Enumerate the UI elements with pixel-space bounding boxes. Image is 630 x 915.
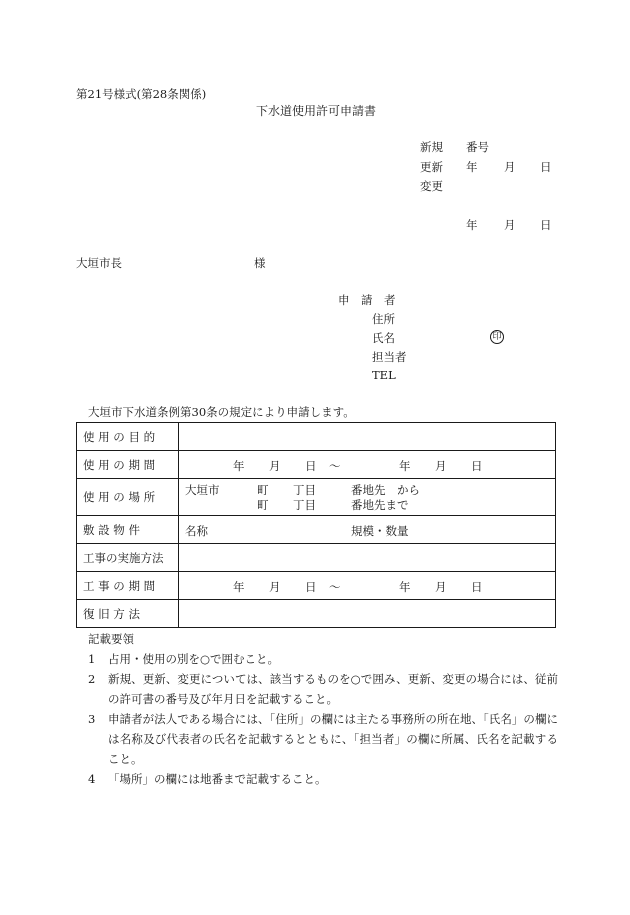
facility-scale-label: 規模・数量: [351, 524, 409, 538]
facility-row: [77, 516, 556, 544]
usage-period-row: [77, 451, 556, 479]
renew-label: 更新: [420, 160, 443, 174]
place-town-1: 町: [257, 483, 269, 497]
construction-method-label: 工事の実施方法: [77, 544, 179, 572]
note-text: 新規、更新、変更については、該当するものを○で囲み、更新、変更の場合には、従前の許可書の番号及び年月日を記載すること。: [108, 672, 558, 706]
usage-period-tilde: 〜: [329, 459, 341, 473]
usage-end-month: 月: [435, 459, 447, 473]
construction-method-row: [77, 544, 556, 572]
restoration-label: 復 旧 方 法: [77, 600, 179, 628]
addressee-honorific: 様: [254, 256, 266, 270]
note-item: [88, 709, 558, 769]
new-label: 新規: [420, 140, 443, 154]
purpose-field[interactable]: [179, 423, 556, 451]
note-number: 3: [88, 712, 96, 726]
seal-mark: 印: [490, 330, 504, 344]
note-item: [88, 769, 558, 789]
usage-start-day: 日: [305, 459, 317, 473]
construction-end-year: 年: [399, 580, 411, 594]
applicant-address-label: 住所: [372, 312, 395, 326]
form-number: 第21号様式(第28条関係): [76, 87, 207, 101]
construction-end-month: 月: [435, 580, 447, 594]
construction-start-year: 年: [233, 580, 245, 594]
note-number: 4: [88, 772, 96, 786]
date-day-label: 日: [540, 218, 552, 232]
place-banchi-from: 番地先 から: [351, 483, 420, 497]
application-form-table: [76, 422, 556, 628]
usage-place-row: [77, 479, 556, 516]
facility-field[interactable]: [179, 516, 556, 544]
facility-label: 敷 設 物 件: [77, 516, 179, 544]
permit-month-label: 月: [504, 160, 516, 174]
place-banchi-to: 番地先まで: [351, 498, 409, 512]
place-city: 大垣市: [185, 483, 220, 497]
usage-start-month: 月: [269, 459, 281, 473]
permit-year-label: 年: [466, 160, 478, 174]
usage-start-year: 年: [233, 459, 245, 473]
note-item: [88, 669, 558, 709]
restoration-row: [77, 600, 556, 628]
usage-place-label: 使 用 の 場 所: [77, 479, 179, 516]
construction-method-field[interactable]: [179, 544, 556, 572]
usage-place-field[interactable]: [179, 479, 556, 516]
notes-heading: 記載要領: [88, 632, 134, 646]
applicant-tel-label: TEL: [372, 368, 396, 382]
applicant-contact-label: 担当者: [372, 350, 407, 364]
place-chome-1: 丁目: [293, 483, 316, 497]
applicant-name-label: 氏名: [372, 331, 395, 345]
change-label: 変更: [420, 179, 443, 193]
note-text: 占用・使用の別を○で囲むこと。: [108, 652, 280, 666]
note-text: 申請者が法人である場合には、「住所」の欄には主たる事務所の所在地、「氏名」の欄には名称及び代表者の氏名を記載するとともに、「担当者」の欄に所属、氏名を記載すること。: [108, 712, 558, 766]
construction-start-day: 日: [305, 580, 317, 594]
facility-name-label: 名称: [185, 524, 208, 538]
restoration-field[interactable]: [179, 600, 556, 628]
usage-end-year: 年: [399, 459, 411, 473]
applicant-heading: 申 請 者: [338, 293, 396, 307]
number-label: 番号: [466, 140, 489, 154]
date-year-label: 年: [466, 218, 478, 232]
construction-period-label: 工 事 の 期 間: [77, 572, 179, 600]
place-chome-2: 丁目: [293, 498, 316, 512]
construction-period-row: [77, 572, 556, 600]
construction-period-tilde: 〜: [329, 580, 341, 594]
usage-period-label: 使 用 の 期 間: [77, 451, 179, 479]
notes-section: [88, 629, 558, 789]
construction-period-field[interactable]: [179, 572, 556, 600]
purpose-row: [77, 423, 556, 451]
permit-day-label: 日: [540, 160, 552, 174]
addressee-name: 大垣市長: [76, 256, 122, 270]
purpose-label: 使 用 の 目 的: [77, 423, 179, 451]
date-month-label: 月: [504, 218, 516, 232]
note-number: 2: [88, 672, 96, 686]
application-statement: 大垣市下水道条例第30条の規定により申請します。: [88, 405, 355, 419]
construction-start-month: 月: [269, 580, 281, 594]
document-title: 下水道使用許可申請書: [256, 104, 377, 118]
usage-period-field[interactable]: [179, 451, 556, 479]
construction-end-day: 日: [471, 580, 483, 594]
usage-end-day: 日: [471, 459, 483, 473]
note-number: 1: [88, 652, 96, 666]
place-town-2: 町: [257, 498, 269, 512]
note-text: 「場所」の欄には地番まで記載すること。: [108, 772, 327, 786]
note-item: [88, 649, 558, 669]
